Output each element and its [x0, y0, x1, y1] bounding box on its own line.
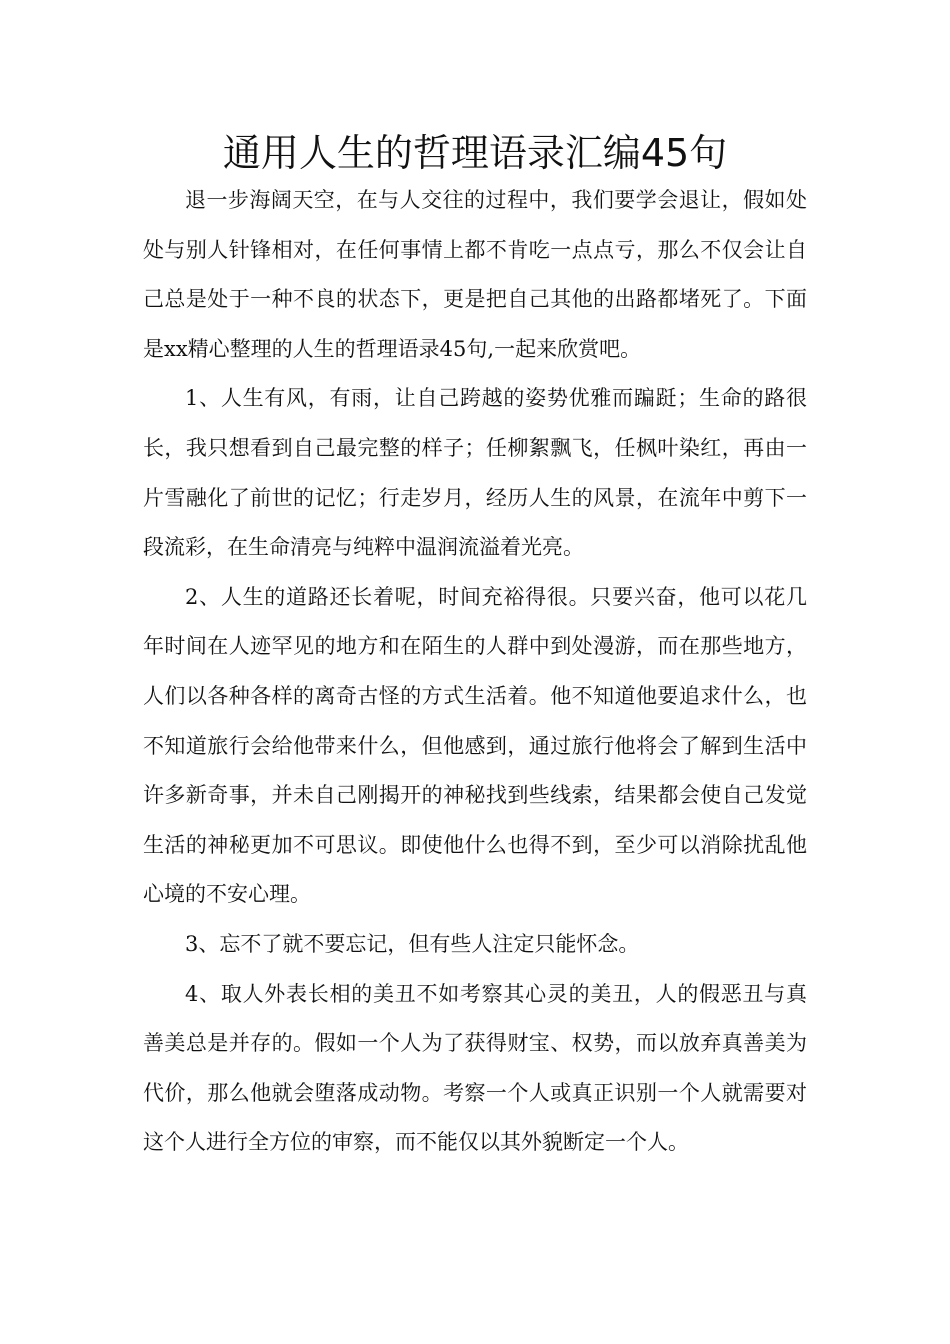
document-body: [143, 176, 807, 1168]
intro-paragraph: 退一步海阔天空，在与人交往的过程中，我们要学会退让，假如处处与别人针锋相对，在任何事情上都不肯吃一点点亏，那么不仅会让自己总是处于一种不良的状态下，更是把自己其他的出路都堵死了。下面是xx精心整理的人生的哲理语录45句,一起来欣赏吧。: [143, 188, 807, 361]
document-title: 通用人生的哲理语录汇编45句: [222, 131, 728, 175]
quote-paragraph-2: 2、人生的道路还长着呢，时间充裕得很。只要兴奋，他可以花几年时间在人迹罕见的地方和在陌生的人群中到处漫游，而在那些地方，人们以各种各样的离奇古怪的方式生活着。他不知道他要追求什么，也不知道旅行会给他带来什么，但他感到，通过旅行他将会了解到生活中许多新奇事，并未自己刚揭开的神秘找到些线索，结果都会使自己发觉生活的神秘更加不可思议。即使他什么也得不到，至少可以消除扰乱他心境的不安心理。: [143, 584, 807, 907]
quote-paragraph-1: 1、人生有风，有雨，让自己跨越的姿势优雅而蹁跹；生命的路很长，我只想看到自己最完整的样子；任柳絮飘飞，任枫叶染红，再由一片雪融化了前世的记忆；行走岁月，经历人生的风景，在流年中剪下一段流彩，在生命清亮与纯粹中温润流溢着光亮。: [143, 386, 807, 560]
quote-paragraph-3: 3、忘不了就不要忘记，但有些人注定只能怀念。: [185, 931, 640, 956]
quote-paragraph-4: 4、取人外表长相的美丑不如考察其心灵的美丑，人的假恶丑与真善美总是并存的。假如一个人为了获得财宝、权势，而以放弃真善美为代价，那么他就会堕落成动物。考察一个人或真正识别一个人就需要对这个人进行全方位的审察，而不能仅以其外貌断定一个人。: [143, 981, 807, 1155]
